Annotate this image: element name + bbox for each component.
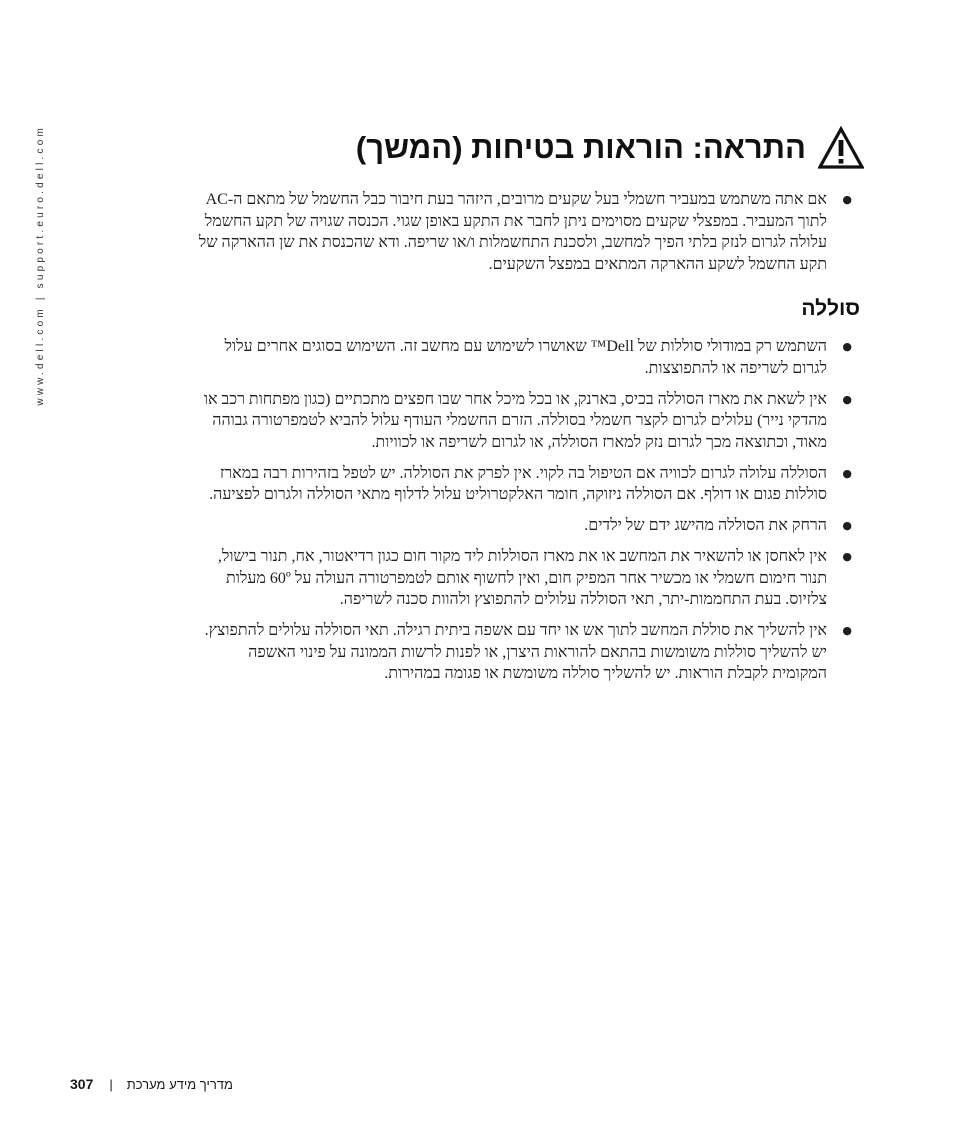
page-title: התראה: הוראות בטיחות (המשך) xyxy=(355,130,806,165)
battery-list xyxy=(196,336,857,694)
bullet-icon: ● xyxy=(842,193,852,206)
bullet-icon: ● xyxy=(842,392,852,406)
bullet-icon: ● xyxy=(842,519,852,532)
list-item xyxy=(196,463,857,506)
page-footer xyxy=(70,1076,233,1092)
page-heading xyxy=(355,126,864,170)
list-item xyxy=(196,546,857,611)
list-item-text: אין לאחסן או להשאיר את המחשב או את מארז הסוללות ליד מקור חום כגון רדיאטור, אח, תנור בישול, תנור חימום חשמלי או מכשיר אחר המפיק חום, ואין לחשוף אותם לטמפרטורה העולה על 60º מעלות צלזיוס. בעת התחממות-יתר, תאי הסוללה עלולים להתפוצץ ולהוות סכנה לשריפה. xyxy=(217,548,827,608)
list-item-text: אין לשאת את מארז הסוללה בכיס, בארנק, או בכל מיכל אחר שבו חפצים מתכתיים (כגון מפתחות רכב או מהדקי נייר) עלולים לגרום לקצר חשמלי בסוללה. הזרם החשמלי העודף עלול להביא לטמפרטורה גבוהה מאוד, וכתוצאה מכך לגרום נזק למארז הסוללה, או לגרום לשריפה או לכוויות. xyxy=(203,390,827,451)
list-item-text: הרחק את הסוללה מהישג ידם של ילדים. xyxy=(584,517,827,534)
list-item xyxy=(196,515,857,537)
list-item-text: אם אתה משתמש במעביר חשמלי בעל שקעים מרובים, היזהר בעת חיבור כבל החשמל של מתאם ה-AC לתוך המעביר. במפצלי שקעים מסוימים ניתן לחבר את התקע באופן שגוי. הכנסה שגויה של תקע החשמל עלולה לגרום לנזק בלתי הפיך למחשב, ולסכנת התחשמלות ו/או שריפה. ודא שהכנסת את שן ההארקה של תקע החשמל לשקע ההארקה המתאים במפצל השקעים. xyxy=(198,191,827,273)
bullet-icon: ● xyxy=(842,466,852,480)
list-item-text: השתמש רק במודולי סוללות של Dell™ שאושרו לשימוש עם מחשב זה. השימוש בסוגים אחרים עלול לגרום לשריפה או להתפוצצות. xyxy=(224,338,827,377)
side-url: www.dell.com | support.euro.dell.com xyxy=(35,125,46,406)
bullet-icon: ● xyxy=(842,340,852,353)
page-number: 307 xyxy=(70,1076,94,1092)
list-item xyxy=(196,620,857,685)
list-item-text: הסוללה עלולה לגרום לכוויה אם הטיפול בה לקוי. אין לפרק את הסוללה. יש לטפל בזהירות רבה במארז סוללות פגום או דולף. אם הסוללה ניזוקה, חומר האלקטרוליט עלול לדלוף מתאי הסוללה ולגרום לפציעה. xyxy=(209,464,827,503)
list-item xyxy=(196,189,857,275)
footer-separator: | xyxy=(109,1076,113,1092)
list-item xyxy=(196,389,857,454)
bullet-icon: ● xyxy=(842,550,852,563)
bullet-icon: ● xyxy=(842,624,852,637)
intro-list xyxy=(196,189,857,275)
footer-title: מדריך מידע מערכת xyxy=(126,1076,233,1092)
list-item xyxy=(196,336,857,379)
warning-triangle-icon xyxy=(818,126,864,170)
section-heading-battery: סוללה xyxy=(801,297,860,320)
list-item-text: אין להשליך את סוללת המחשב לתוך אש או יחד עם אשפה ביתית רגילה. תאי הסוללה עלולים להתפוצץ. יש להשליך סוללות משומשות בהתאם להוראות היצרן, או לפנות לרשות הממונה על פינוי האשפה המקומית לקבלת הוראות. יש להשליך סוללה משומשת או פגומה במהירות. xyxy=(204,622,827,682)
